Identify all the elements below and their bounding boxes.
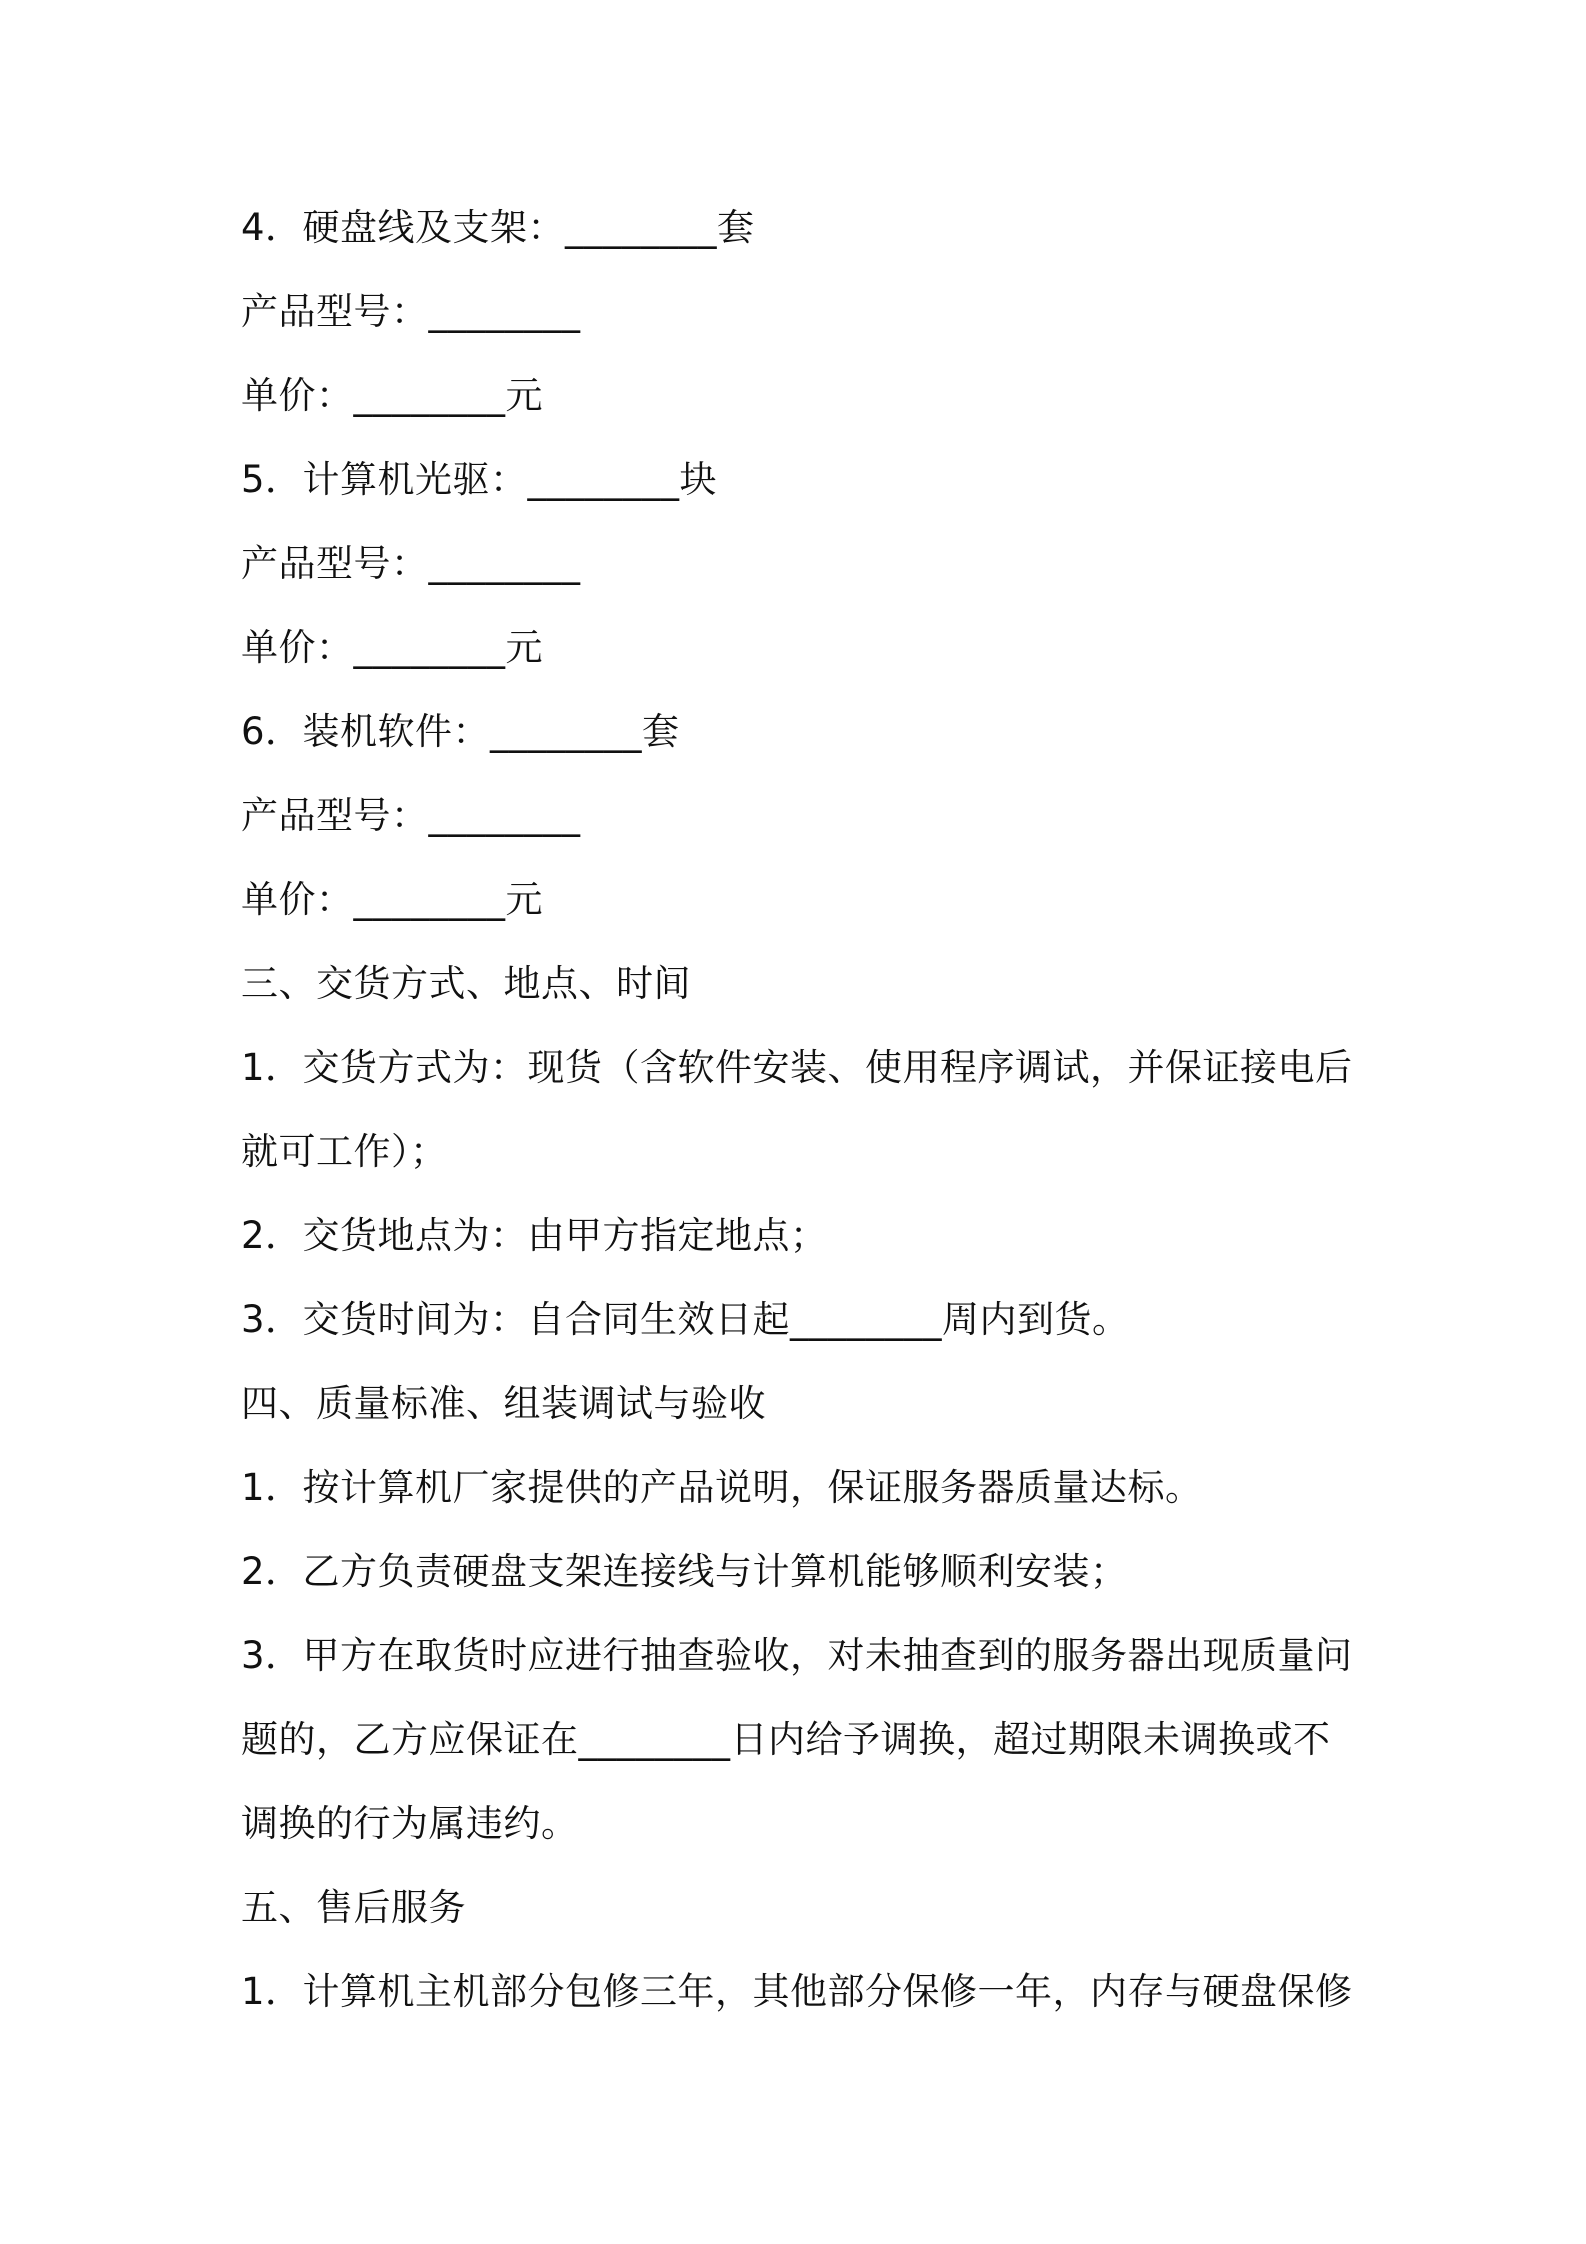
quality-standard: 1．按计算机厂家提供的产品说明，保证服务器质量达标。 [241,1466,1203,1509]
installation-responsibility: 2．乙方负责硬盘支架连接线与计算机能够顺利安装； [241,1550,1128,1593]
item-4-hdd-cable-bracket: 4．硬盘线及支架：________套 [241,206,755,249]
delivery-method-line-2: 就可工作）； [241,1130,448,1173]
item-6-product-model: 产品型号：________ [241,794,581,837]
warranty-line-1: 1．计算机主机部分包修三年，其他部分保修一年，内存与硬盘保修 [241,1970,1353,2013]
delivery-method-line-1: 1．交货方式为：现货（含软件安装、使用程序调试，并保证接电后 [241,1046,1353,1089]
item-5-product-model: 产品型号：________ [241,542,581,585]
item-4-unit-price: 单价：________元 [241,374,543,417]
item-5-unit-price: 单价：________元 [241,626,543,669]
section-5-heading: 五、售后服务 [241,1886,466,1929]
delivery-location: 2．交货地点为：由甲方指定地点； [241,1214,828,1257]
item-6-unit-price: 单价：________元 [241,878,543,921]
section-4-heading: 四、质量标准、组装调试与验收 [241,1382,766,1425]
acceptance-line-3: 调换的行为属违约。 [241,1802,579,1845]
item-6-software: 6．装机软件：________套 [241,710,680,753]
item-4-product-model: 产品型号：________ [241,290,581,333]
delivery-time: 3．交货时间为：自合同生效日起________周内到货。 [241,1298,1130,1341]
acceptance-line-2: 题的，乙方应保证在________日内给予调换，超过期限未调换或不 [241,1718,1331,1761]
item-5-optical-drive: 5．计算机光驱：________块 [241,458,718,501]
section-3-heading: 三、交货方式、地点、时间 [241,962,691,1005]
acceptance-line-1: 3．甲方在取货时应进行抽查验收，对未抽查到的服务器出现质量问 [241,1634,1353,1677]
